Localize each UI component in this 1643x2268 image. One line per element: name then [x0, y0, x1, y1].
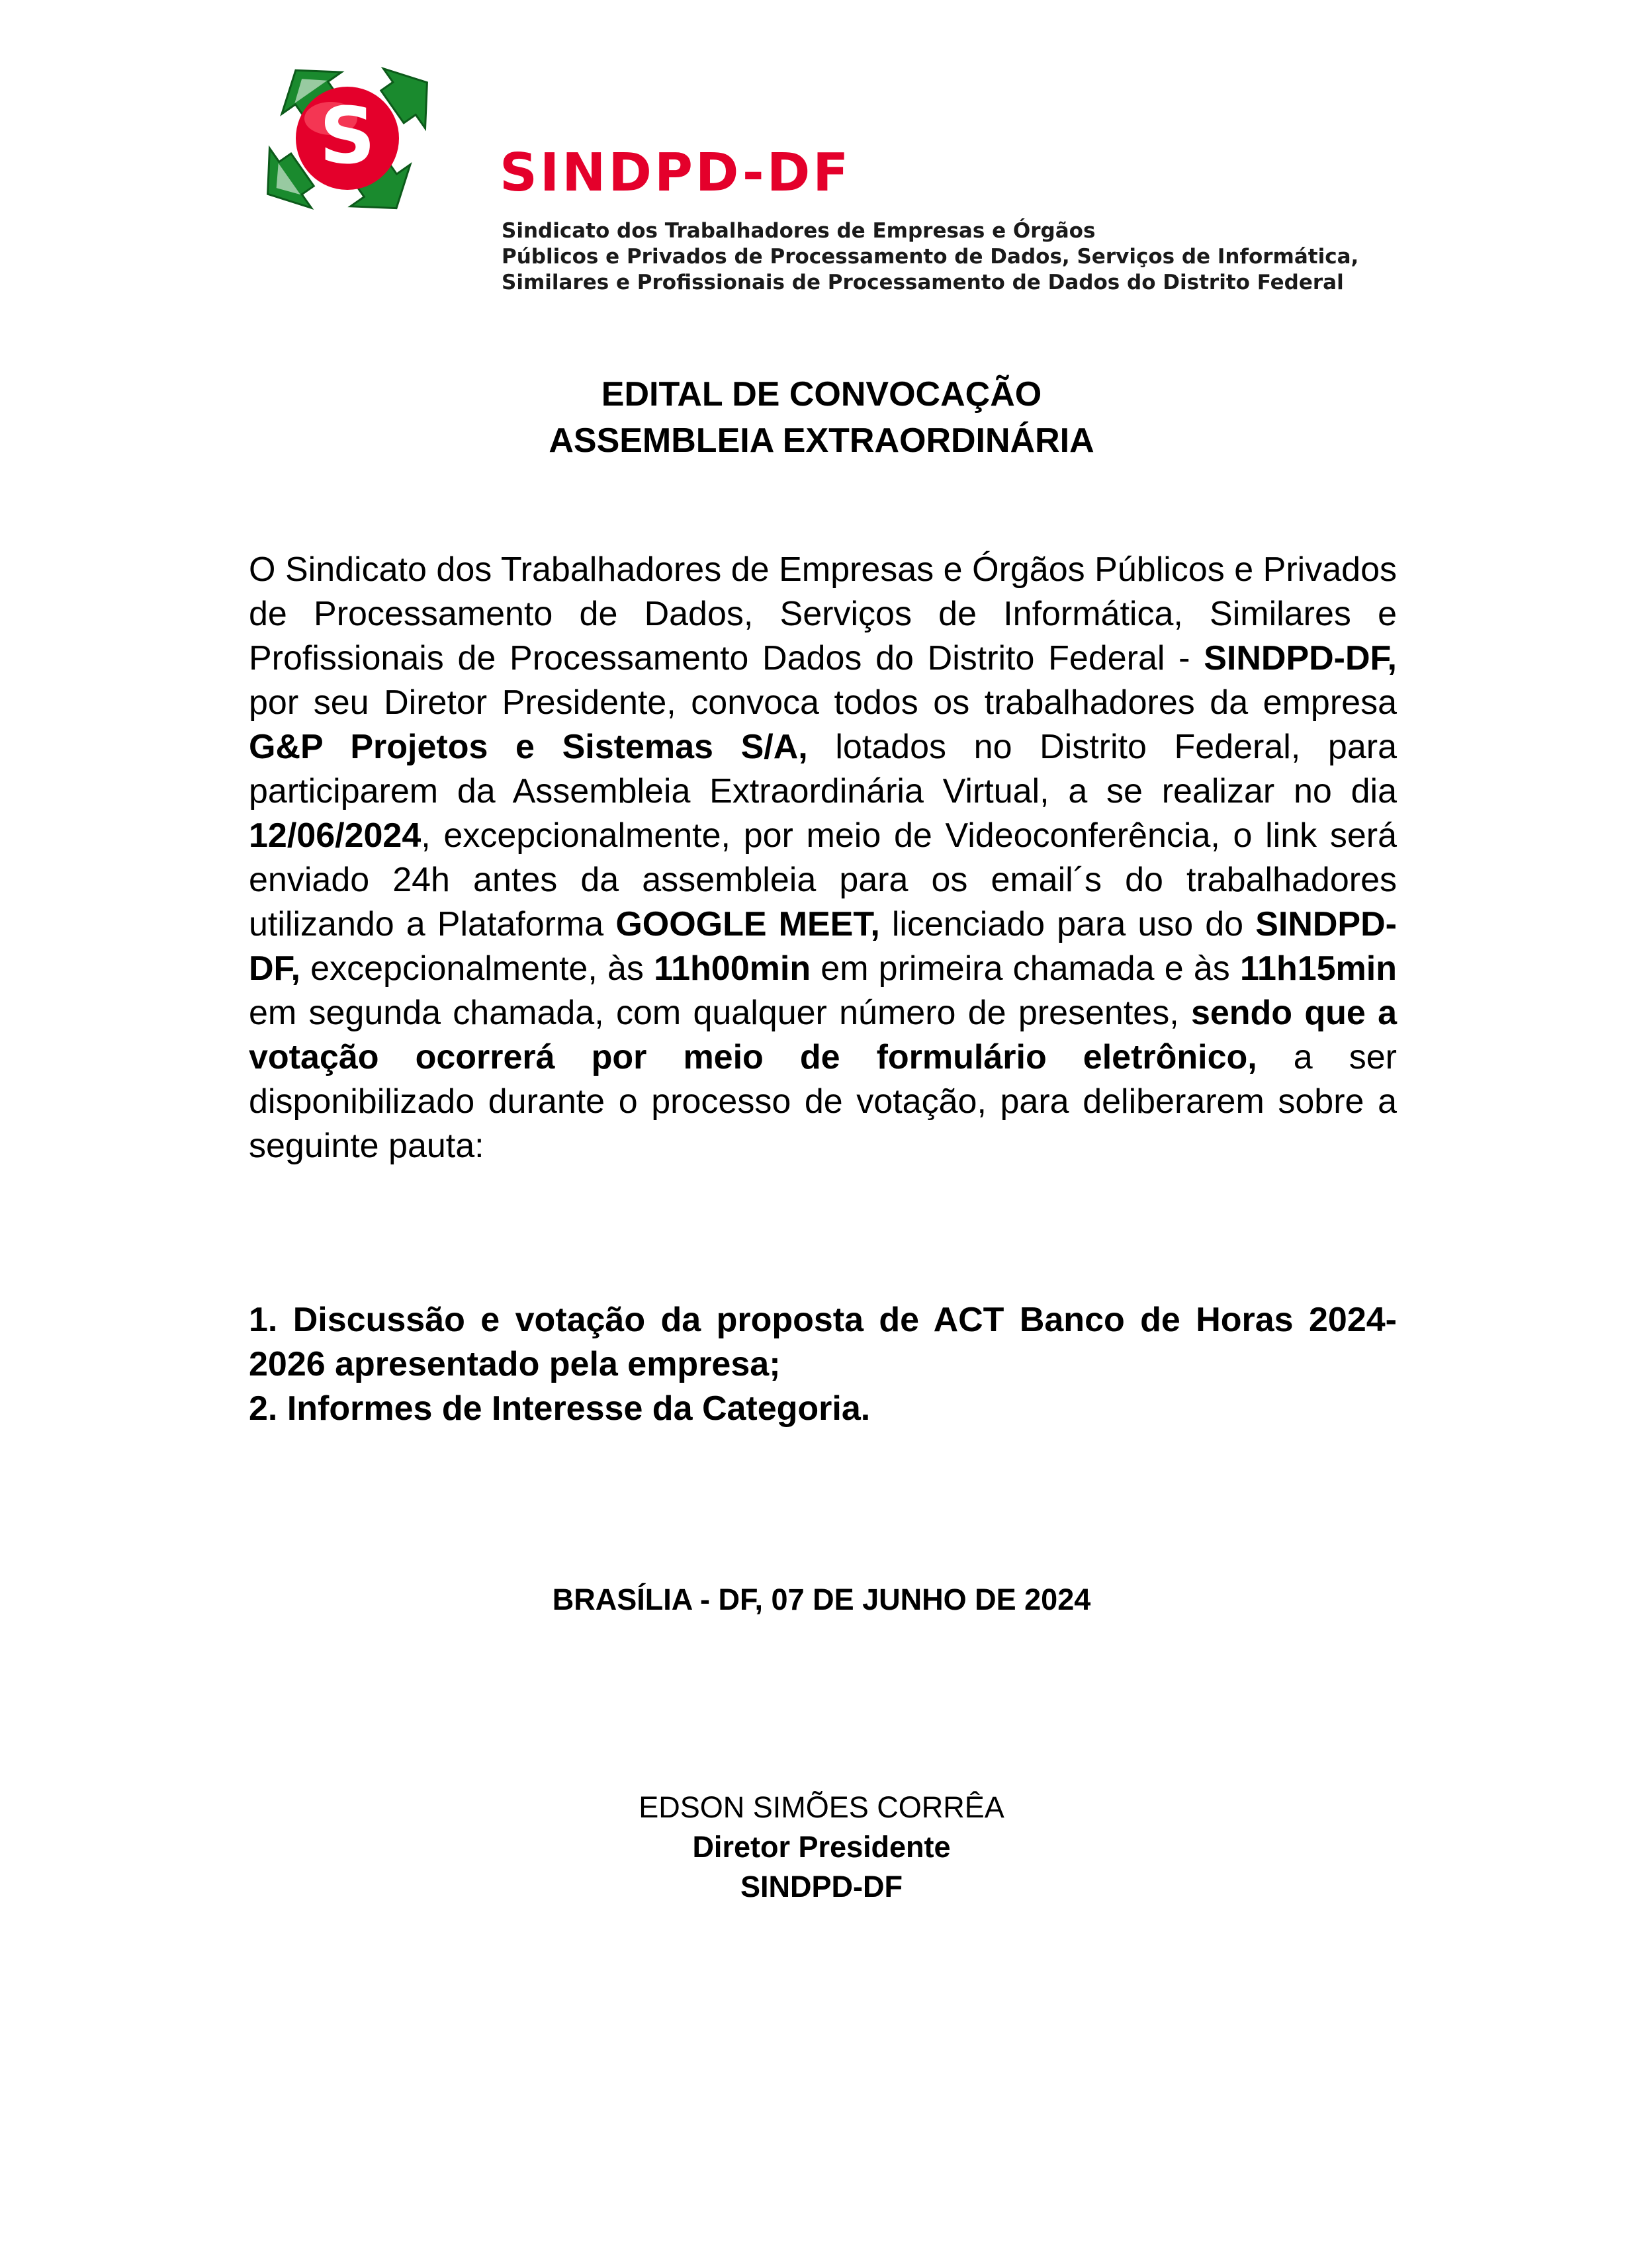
body-bold-company: G&P Projetos e Sistemas S/A,: [249, 728, 808, 766]
agenda-list: [249, 1298, 1397, 1431]
body-text: , excepcionalmente, por meio de Videoconferência, o link será enviado 24h antes da assembleia para os email´s do trabalhadores utilizando a Plataforma: [249, 816, 1397, 943]
body-text: por seu Diretor Presidente, convoca todos os trabalhadores da empresa: [249, 683, 1397, 722]
signatory-name: EDSON SIMÕES CORRÊA: [639, 1790, 1004, 1824]
signatory-role: Diretor Presidente: [692, 1830, 951, 1864]
body-bold-time-1: 11h00min: [654, 949, 811, 988]
body-text: excepcionalmente, às: [300, 949, 654, 988]
logo-subtitle: [502, 218, 1358, 296]
body-text: em primeira chamada e às: [811, 949, 1240, 988]
logo-subtitle-line: Sindicato dos Trabalhadores de Empresas e Órgãos: [502, 219, 1096, 243]
body-bold-platform: GOOGLE MEET,: [615, 905, 880, 943]
body-bold-org: SINDPD-DF,: [249, 905, 1397, 988]
title-line-2: ASSEMBLEIA EXTRAORDINÁRIA: [549, 421, 1094, 460]
convocation-paragraph: [249, 548, 1397, 1168]
signatory-org: SINDPD-DF: [740, 1870, 903, 1903]
body-text: em segunda chamada, com qualquer número de presentes,: [249, 994, 1191, 1032]
body-bold-org: SINDPD-DF,: [1204, 639, 1397, 677]
agenda-item: 2. Informes de Interesse da Categoria.: [249, 1389, 871, 1428]
body-text: licenciado para uso do: [879, 905, 1256, 943]
body-text: O Sindicato dos Trabalhadores de Empresas e Órgãos Públicos e Privados de Processamento de Dados, Serviços de Informática, Similares e Profissionais de Processamento Dados do Distrito Federal -: [249, 550, 1397, 677]
body-bold-date: 12/06/2024: [249, 816, 422, 855]
letterhead: [245, 49, 1535, 294]
sindpd-emblem-icon: [245, 49, 450, 228]
dateline: BRASÍLIA - DF, 07 DE JUNHO DE 2024: [552, 1583, 1091, 1616]
body-bold-voting: sendo que a votação ocorrerá por meio de formulário eletrônico,: [249, 994, 1397, 1076]
body-text: a ser disponibilizado durante o processo de votação, para deliberarem sobre a seguinte pauta:: [249, 1038, 1397, 1165]
logo-subtitle-line: Públicos e Privados de Processamento de Dados, Serviços de Informática,: [502, 245, 1359, 269]
document-title: [0, 371, 1643, 464]
body-bold-time-2: 11h15min: [1239, 949, 1398, 988]
title-line-1: EDITAL DE CONVOCAÇÃO: [601, 375, 1042, 414]
body-text: lotados no Distrito Federal, para participarem da Assembleia Extraordinária Virtual, a se realizar no dia: [249, 728, 1397, 810]
logo-name: SINDPD-DF: [500, 142, 852, 203]
signature-block: [0, 1788, 1643, 1907]
agenda-item: 1. Discussão e votação da proposta de ACT Banco de Horas 2024-2026 apresentado pela empresa;: [249, 1301, 1397, 1383]
logo-subtitle-line: Similares e Profissionais de Processamento de Dados do Distrito Federal: [502, 271, 1344, 294]
emblem-letter: S: [319, 90, 376, 181]
